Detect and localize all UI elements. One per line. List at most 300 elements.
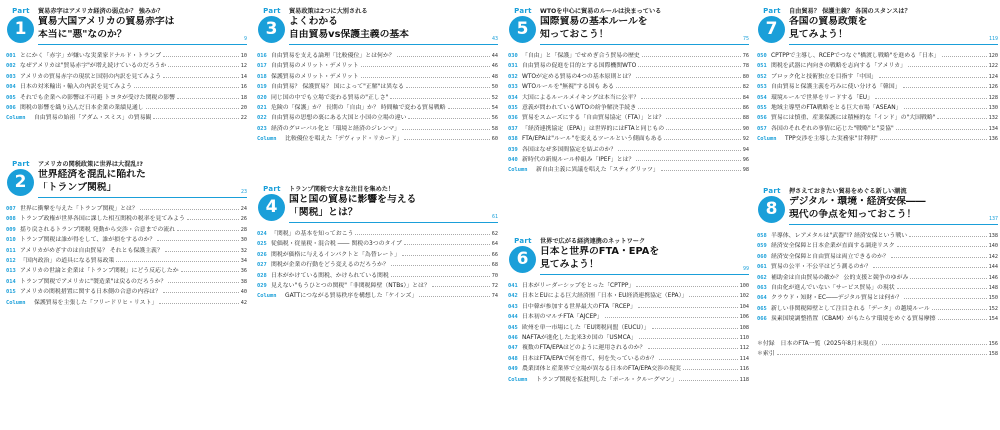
- entry-number: 045: [508, 324, 518, 331]
- entry-number: 052: [757, 73, 767, 80]
- entry-title: クラウド・知財・EC――デジタル貿易とは何か？: [771, 295, 903, 302]
- toc-entry[interactable]: [757, 241, 998, 251]
- toc-entry[interactable]: [257, 271, 498, 281]
- entry-number: 009: [6, 226, 16, 233]
- toc-entry[interactable]: [6, 225, 247, 235]
- toc-entry[interactable]: [508, 82, 749, 92]
- part-section-3: [257, 7, 498, 145]
- toc-entry[interactable]: [257, 239, 498, 249]
- leader-dots: [402, 124, 490, 130]
- toc-entry[interactable]: [508, 61, 749, 71]
- part-subtitle: 貿易赤字はアメリカ経済の弱点か？ 強みか？: [38, 8, 164, 15]
- entry-title: 経済のグローバル化と「環境と経済のジレンマ」: [271, 125, 401, 132]
- toc-entry[interactable]: [257, 51, 498, 61]
- entry-title: 世界に衝撃を与えた「トランプ関税」とは？: [20, 206, 138, 212]
- entry-title: トランプ関税でアメリカに"製造業"は戻るのだろうか？: [20, 278, 167, 285]
- entry-number: 016: [257, 53, 267, 59]
- toc-entry[interactable]: [508, 302, 749, 312]
- entry-number: 057: [757, 125, 767, 132]
- toc-entry[interactable]: [757, 293, 998, 303]
- entry-page-number: 134: [988, 125, 998, 132]
- toc-entry[interactable]: [757, 273, 998, 283]
- column-label: Column: [6, 299, 26, 306]
- leader-dots: [355, 229, 489, 235]
- entry-page-number: 32: [240, 247, 247, 254]
- entry-title: それでも企業への影響は不可避 トヨタが受けた関税の影響: [20, 94, 176, 101]
- chapter-list: [757, 51, 998, 145]
- toc-entry[interactable]: [257, 103, 498, 113]
- entry-number: 003: [6, 73, 16, 80]
- entry-number: 036: [508, 115, 518, 122]
- part-number-badge: 2: [7, 169, 34, 196]
- entry-title: 補助金は自由貿易の敵か？ 公的支援と競争のゆがみ: [771, 274, 909, 281]
- appendix-entry[interactable]: [757, 339, 998, 349]
- part-title-line: 世界経済を混乱に陥れた: [38, 169, 146, 180]
- toc-entry[interactable]: [757, 103, 998, 113]
- toc-entry[interactable]: [757, 283, 998, 293]
- part-header: [257, 185, 498, 219]
- entry-page-number: 78: [742, 63, 749, 70]
- part-label: Part: [263, 185, 281, 193]
- toc-entry[interactable]: [757, 252, 998, 262]
- entry-number: 059: [757, 243, 767, 250]
- leader-dots: [406, 82, 490, 88]
- toc-entry[interactable]: [757, 304, 998, 314]
- toc-entry[interactable]: [508, 364, 749, 374]
- entry-number: 055: [757, 104, 767, 111]
- entry-title: 比較優位を唱えた「デヴィッド・リカード」: [285, 136, 403, 143]
- entry-number: 027: [257, 262, 267, 269]
- leader-dots: [419, 291, 489, 297]
- toc-entry[interactable]: [6, 266, 247, 276]
- entry-title: 日本はFTA/EPAで何を得て、何を失っているのか？: [522, 355, 658, 362]
- part-divider: [789, 36, 998, 45]
- entry-title: 従価税・従量税・混合税 ―― 関税の3つのタイプ: [271, 241, 402, 248]
- toc-entry[interactable]: [757, 82, 998, 92]
- entry-page-number: 112: [739, 345, 749, 352]
- leader-dots: [408, 113, 489, 119]
- toc-entry[interactable]: [508, 103, 749, 113]
- leader-dots: [391, 271, 490, 277]
- entry-number: 064: [757, 295, 767, 302]
- entry-page-number: 120: [988, 53, 998, 59]
- part-start-page: 23: [240, 189, 247, 195]
- toc-entry[interactable]: [508, 281, 749, 291]
- entry-page-number: 90: [742, 125, 749, 132]
- part-title-line: 見てみよう！: [540, 258, 599, 270]
- entry-page-number: 42: [240, 299, 247, 306]
- toc-entry[interactable]: [6, 82, 247, 92]
- entry-number: 040: [508, 156, 518, 163]
- entry-page-number: 152: [988, 305, 998, 312]
- part-section-6: [508, 237, 749, 385]
- toc-entry[interactable]: [257, 113, 498, 123]
- appendix-title: ＊索引: [757, 350, 775, 357]
- toc-entry[interactable]: [757, 262, 998, 272]
- toc-entry[interactable]: [508, 333, 749, 343]
- toc-entry[interactable]: [6, 277, 247, 287]
- part-number-badge: 8: [758, 196, 785, 223]
- part-header: [6, 7, 247, 41]
- leader-dots: [908, 61, 987, 67]
- part-header: [757, 187, 998, 221]
- part-title-line: 貿易大国アメリカの貿易赤字は: [38, 16, 175, 27]
- entry-page-number: 10: [240, 53, 247, 59]
- entry-title: 関税の影響を織り込んだ日本企業の業績見通し: [20, 104, 144, 111]
- toc-entry[interactable]: [508, 343, 749, 353]
- toc-entry[interactable]: [257, 281, 498, 291]
- entry-title: なぜアメリカは"貿易赤字"が増え続けているのだろうか: [20, 63, 167, 70]
- entry-number: 041: [508, 283, 518, 289]
- leader-dots: [679, 375, 738, 381]
- leader-dots: [163, 287, 239, 293]
- part-title-line: 現代の争点を知っておこう！: [789, 208, 917, 220]
- appendix-title: ＊付録 日本のFTA一覧（2025年8月末現在）: [757, 340, 881, 347]
- toc-entry[interactable]: [6, 298, 247, 308]
- entry-page-number: 48: [491, 73, 498, 80]
- leader-dots: [404, 239, 490, 245]
- entry-page-number: 64: [491, 241, 498, 248]
- entry-number: 002: [6, 63, 16, 70]
- chapter-list: [508, 51, 749, 176]
- toc-entry[interactable]: [257, 61, 498, 71]
- entry-title: GATTにつながる貿易秩序を構想した「ケインズ」: [285, 293, 418, 300]
- toc-entry[interactable]: [508, 165, 749, 175]
- entry-page-number: 76: [742, 53, 749, 59]
- entry-title: 揺り戻されるトランプ関税 発動から交渉・合意までの流れ: [20, 226, 176, 233]
- leader-dots: [882, 339, 986, 345]
- entry-page-number: 18: [240, 94, 247, 101]
- toc-entry[interactable]: [508, 155, 749, 165]
- part-subtitle: 押さえておきたい貿易をめぐる新しい潮流: [789, 188, 907, 195]
- toc-entry[interactable]: [508, 312, 749, 322]
- leader-dots: [165, 246, 239, 252]
- toc-entry[interactable]: [757, 134, 998, 144]
- entry-page-number: 118: [739, 376, 749, 383]
- entry-title: トランプ関税を拡批判した「ポール・クルーグマン」: [536, 376, 678, 383]
- toc-entry[interactable]: [757, 51, 998, 61]
- entry-number: 050: [757, 53, 767, 59]
- leader-dots: [390, 93, 489, 99]
- entry-number: 023: [257, 125, 267, 132]
- toc-entry[interactable]: [508, 354, 749, 364]
- entry-number: 053: [757, 84, 767, 91]
- entry-title: 貿易には慎重、産業保護には積極的な「インド」の"大国戦略": [771, 115, 936, 122]
- entry-number: 025: [257, 241, 267, 248]
- toc-entry[interactable]: [6, 204, 247, 214]
- column-label: Column: [508, 376, 528, 383]
- entry-page-number: 126: [988, 84, 998, 91]
- toc-entry[interactable]: [508, 145, 749, 155]
- entry-page-number: 46: [491, 63, 498, 70]
- part-title-line: 「トランプ関税」: [38, 181, 117, 193]
- part-number-badge: 5: [509, 16, 536, 43]
- toc-entry[interactable]: [6, 113, 247, 123]
- toc-entry[interactable]: [508, 93, 749, 103]
- entry-page-number: 110: [739, 334, 749, 341]
- entry-title: 環境ルールで世界をリードする「EU」: [771, 94, 873, 101]
- leader-dots: [909, 231, 986, 237]
- part-label: Part: [12, 7, 30, 15]
- entry-page-number: 154: [988, 316, 998, 323]
- toc-entry[interactable]: [508, 323, 749, 333]
- leader-dots: [134, 82, 239, 88]
- entry-number: 008: [6, 216, 16, 223]
- leader-dots: [361, 61, 490, 67]
- part-divider: [540, 36, 749, 45]
- column-label: Column: [257, 293, 277, 300]
- toc-entry[interactable]: [6, 246, 247, 256]
- entry-page-number: 38: [240, 278, 247, 285]
- entry-page-number: 100: [739, 283, 749, 289]
- part-title-line: 国際貿易の基本ルールを: [540, 16, 648, 27]
- entry-number: 010: [6, 237, 16, 244]
- entry-page-number: 108: [739, 324, 749, 331]
- entry-number: 028: [257, 272, 267, 279]
- entry-title: トランプ政権が世界各国に課した相互関税の税率を見てみよう: [20, 216, 185, 223]
- entry-page-number: 70: [491, 272, 498, 279]
- entry-number: 012: [6, 257, 16, 264]
- toc-entry[interactable]: [757, 61, 998, 71]
- part-divider: [289, 214, 498, 223]
- chapter-list: [508, 281, 749, 385]
- entry-title: 危険の「保護」か？ 長期の「自由」か？ 時間軸で変わる貿易戦略: [271, 104, 446, 111]
- entry-number: 046: [508, 334, 518, 341]
- appendix-entry[interactable]: [757, 349, 998, 359]
- toc-entry[interactable]: [508, 291, 749, 301]
- entry-title: 保護貿易を主張した「フリードリヒ・リスト」: [34, 299, 158, 306]
- leader-dots: [666, 113, 740, 119]
- entry-number: 051: [757, 63, 767, 70]
- toc-entry[interactable]: [257, 82, 498, 92]
- entry-title: アメリカの関税措置に関する日本側の合意の内容は？: [20, 289, 161, 296]
- part-label: Part: [514, 7, 532, 15]
- chapter-list: [257, 51, 498, 145]
- entry-page-number: 96: [742, 156, 749, 163]
- toc-entry[interactable]: [257, 124, 498, 134]
- entry-page-number: 94: [742, 146, 749, 153]
- entry-title: 農業団体と産業界で立場が異なる日本のFTA/EPA交渉の現実: [522, 366, 681, 373]
- entry-title: 自由貿易？ 保護貿易？ 国によって"正解"は異なる: [271, 84, 404, 91]
- part-header: [757, 7, 998, 41]
- part-header: [508, 237, 749, 271]
- toc-entry[interactable]: [6, 51, 247, 61]
- entry-title: とにかく「赤字」が嫌いな実業家ドナルド・トランプ: [20, 53, 162, 59]
- toc-entry[interactable]: [6, 214, 247, 224]
- part-title-line: 各国の貿易政策を: [789, 16, 868, 27]
- toc-entry[interactable]: [508, 124, 749, 134]
- leader-dots: [402, 250, 490, 256]
- toc-entry[interactable]: [6, 287, 247, 297]
- entry-page-number: 22: [240, 115, 247, 122]
- toc-entry[interactable]: [257, 93, 498, 103]
- toc-entry[interactable]: [757, 314, 998, 324]
- leader-dots: [873, 262, 986, 268]
- appendix-page-number: 158: [988, 350, 998, 357]
- leader-dots: [875, 93, 987, 99]
- column-label: Column: [508, 167, 528, 174]
- appendix-list: [757, 339, 998, 360]
- entry-title: 新しい非関税障壁として注目される「データ」の越境ルール: [771, 305, 930, 312]
- part-header: [508, 7, 749, 41]
- leader-dots: [638, 302, 738, 308]
- entry-number: 039: [508, 146, 518, 153]
- leader-dots: [636, 155, 740, 161]
- entry-page-number: 68: [491, 262, 498, 269]
- part-start-page: 75: [742, 36, 749, 42]
- entry-page-number: 104: [739, 303, 749, 310]
- part-subtitle: トランプ関税で大きな注目を集めた！: [289, 186, 395, 193]
- entry-title: CPTPPで主導し、RCEPでつなぐ"橋渡し戦略"を進める「日本」: [771, 53, 940, 59]
- toc-entry[interactable]: [508, 113, 749, 123]
- toc-entry[interactable]: [257, 229, 498, 239]
- toc-entry[interactable]: [757, 72, 998, 82]
- entry-page-number: 116: [739, 366, 749, 373]
- toc-entry[interactable]: [257, 250, 498, 260]
- toc-entry[interactable]: [6, 256, 247, 266]
- entry-page-number: 58: [491, 125, 498, 132]
- entry-title: 自由貿易の始祖「アダム・スミス」の貿易観: [34, 115, 152, 122]
- column-label: Column: [6, 115, 26, 122]
- entry-title: 経済安全保障と日本企業が直面する調達リスク: [771, 243, 895, 250]
- part-divider: [540, 266, 749, 275]
- entry-number: 032: [508, 73, 518, 80]
- entry-number: 014: [6, 278, 16, 285]
- toc-entry[interactable]: [508, 375, 749, 385]
- toc-entry[interactable]: [6, 93, 247, 103]
- entry-title: 貿易をスムーズにする「自由貿易協定（FTA）」とは？: [522, 115, 665, 122]
- entry-title: 日本がかけている関税、かけられている関税: [271, 272, 389, 279]
- entry-page-number: 144: [988, 264, 998, 271]
- entry-page-number: 148: [988, 284, 998, 291]
- entry-title: 新自由主義に異議を唱えた「スティグリッツ」: [536, 167, 659, 174]
- entry-number: 049: [508, 366, 518, 373]
- entry-title: 欧州を単一市場にした「EU関税同盟（EUCU）」: [522, 324, 650, 331]
- entry-number: 035: [508, 104, 518, 111]
- toc-entry[interactable]: [257, 260, 498, 270]
- part-title-line: デジタル・環境・経済安保――: [789, 196, 926, 207]
- entry-page-number: 146: [988, 274, 998, 281]
- entry-page-number: 44: [491, 53, 498, 59]
- entry-number: 065: [757, 305, 767, 312]
- leader-dots: [880, 134, 987, 140]
- toc-entry[interactable]: [508, 134, 749, 144]
- part-label: Part: [12, 160, 30, 168]
- part-title-line: 本当に"悪"なのか？: [38, 28, 127, 40]
- chapter-list: [757, 231, 998, 325]
- leader-dots: [932, 304, 987, 310]
- entry-title: 半導体、レアメタルは"武器"!? 経済安保という戦い: [771, 233, 908, 239]
- toc-entry[interactable]: [257, 72, 498, 82]
- entry-number: 017: [257, 63, 267, 70]
- part-label: Part: [514, 237, 532, 245]
- leader-dots: [879, 72, 987, 78]
- entry-page-number: 92: [742, 136, 749, 143]
- part-section-5: [508, 7, 749, 176]
- entry-title: 日本がリーダーシップをとった「CPTPP」: [522, 283, 635, 289]
- toc-entry[interactable]: [508, 72, 749, 82]
- entry-page-number: 66: [491, 251, 498, 258]
- toc-entry[interactable]: [6, 72, 247, 82]
- leader-dots: [168, 277, 238, 283]
- part-subtitle: 貿易政策は2つに大別される: [289, 8, 368, 15]
- part-number-badge: 3: [258, 16, 285, 43]
- entry-page-number: 20: [240, 104, 247, 111]
- part-number-badge: 6: [509, 246, 536, 273]
- column-label: Column: [257, 136, 277, 143]
- toc-entry[interactable]: [6, 103, 247, 113]
- entry-number: 062: [757, 274, 767, 281]
- entry-title: 自由貿易を支える論理「比較優位」とは何か？: [271, 53, 395, 59]
- leader-dots: [659, 354, 737, 360]
- part-subtitle: アメリカの関税政策に世界は大混乱!?: [38, 161, 143, 168]
- toc-entry[interactable]: [6, 235, 247, 245]
- entry-number: 043: [508, 303, 518, 310]
- leader-dots: [177, 225, 239, 231]
- leader-dots: [904, 103, 987, 109]
- toc-entry[interactable]: [6, 61, 247, 71]
- leader-dots: [404, 134, 489, 140]
- entry-title: アメリカがめざすのは自由貿易？ それとも保護主義？: [20, 247, 163, 254]
- part-label: Part: [763, 7, 781, 15]
- entry-number: 042: [508, 293, 518, 300]
- toc-entry[interactable]: [257, 134, 498, 144]
- entry-number: 006: [6, 104, 16, 111]
- entry-page-number: 36: [240, 268, 247, 275]
- entry-number: 061: [757, 264, 767, 271]
- entry-number: 021: [257, 104, 267, 111]
- entry-page-number: 34: [240, 257, 247, 264]
- leader-dots: [616, 82, 741, 88]
- entry-title: FTA/EPAは"ルール"を変えるツールという側面もある: [522, 136, 663, 143]
- entry-title: 貿易の公平・不公平はどう測るのか？: [771, 264, 872, 271]
- toc-entry[interactable]: [757, 93, 998, 103]
- leader-dots: [146, 103, 239, 109]
- part-section-8: [757, 187, 998, 359]
- entry-page-number: 74: [491, 293, 498, 300]
- column-label: Column: [757, 136, 777, 143]
- entry-page-number: 132: [988, 115, 998, 122]
- entry-page-number: 124: [988, 73, 998, 80]
- entry-number: 034: [508, 94, 518, 101]
- entry-title: アメリカの貿易赤字の現状と国別の内訳を見てみよう: [20, 73, 161, 80]
- leader-dots: [605, 312, 738, 318]
- leader-dots: [897, 283, 987, 289]
- entry-page-number: 72: [491, 282, 498, 289]
- toc-entry[interactable]: [757, 124, 998, 134]
- toc-entry[interactable]: [757, 113, 998, 123]
- leader-dots: [910, 273, 986, 279]
- leader-dots: [904, 293, 986, 299]
- toc-entry[interactable]: [508, 51, 749, 61]
- entry-title: 「経済連携協定（EPA）」は世界的にはFTAと同じもの: [522, 125, 665, 132]
- leader-dots: [638, 61, 741, 67]
- entry-page-number: 50: [491, 84, 498, 91]
- leader-dots: [683, 364, 738, 370]
- entry-title: 自由化が進んでいない「サービス貿易」の現状: [771, 284, 895, 291]
- entry-number: 063: [757, 284, 767, 291]
- entry-number: 020: [257, 94, 267, 101]
- entry-title: 自由貿易の思想の裏にある大国と小国の立場の違い: [271, 115, 407, 122]
- leader-dots: [140, 204, 239, 210]
- leader-dots: [361, 72, 490, 78]
- entry-page-number: 24: [240, 206, 247, 212]
- part-label: Part: [263, 7, 281, 15]
- part-title-line: 国と国の貿易に影響を与える: [289, 194, 417, 205]
- toc-entry[interactable]: [257, 291, 498, 301]
- entry-page-number: 98: [742, 167, 749, 174]
- toc-entry[interactable]: [757, 231, 998, 241]
